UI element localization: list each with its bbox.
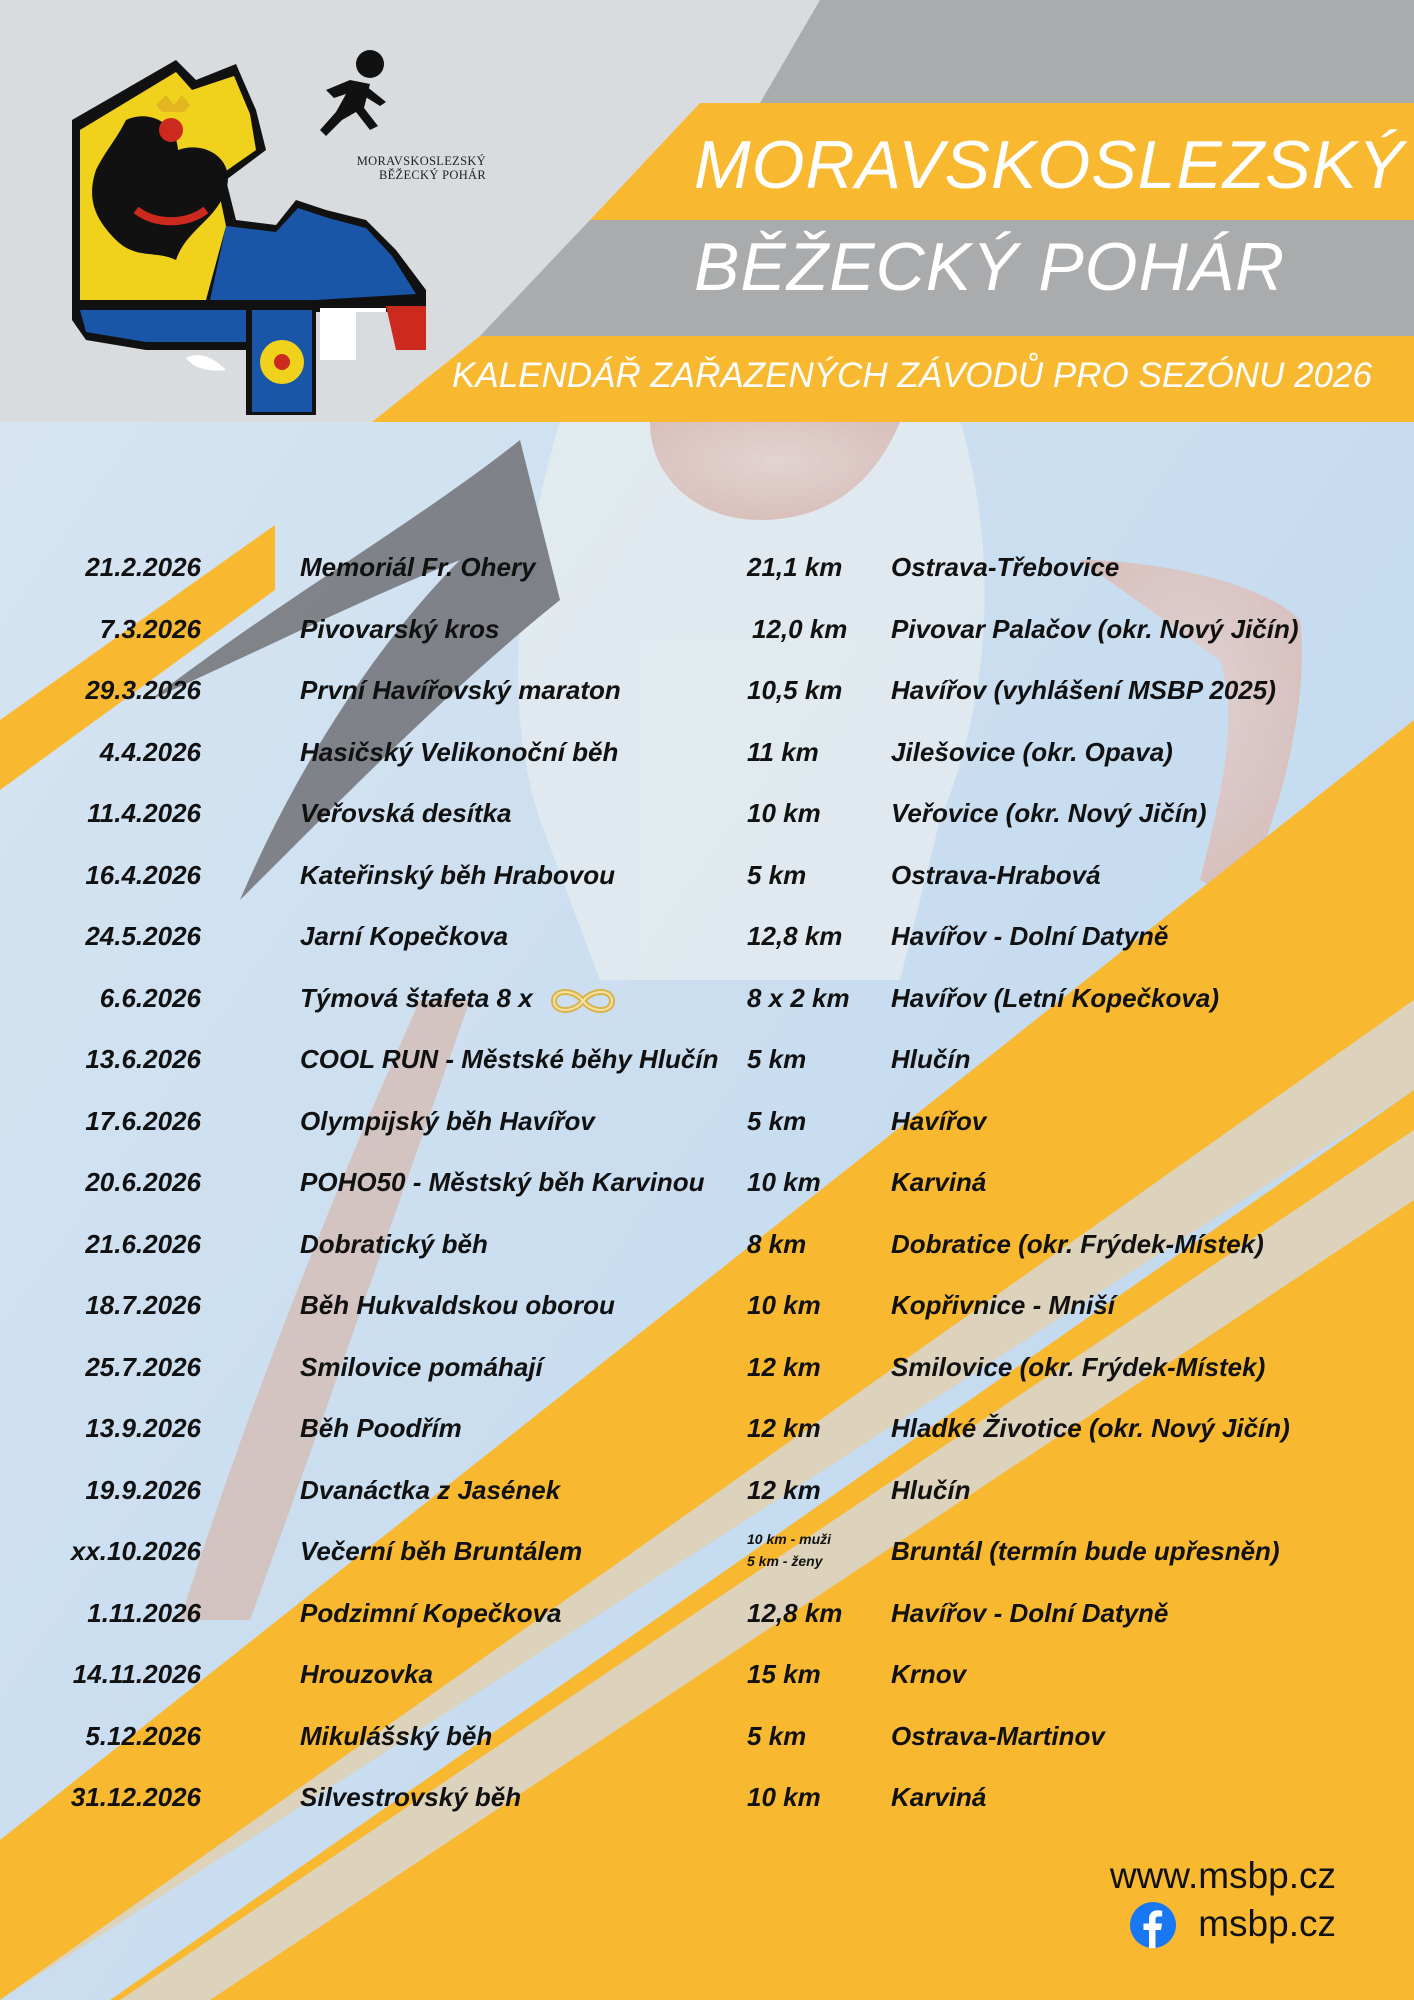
race-name: Veřovská desítka — [300, 798, 512, 828]
race-date: 18.7.2026 — [85, 1290, 201, 1320]
race-date: 14.11.2026 — [72, 1659, 201, 1689]
race-distance: 10 km — [747, 1290, 821, 1320]
race-date: 7.3.2026 — [99, 613, 201, 644]
race-row — [0, 606, 1414, 656]
race-distance: 10 km — [747, 798, 821, 828]
race-date: 24.5.2026 — [85, 921, 201, 951]
race-date: 1.11.2026 — [87, 1597, 201, 1628]
race-row — [0, 729, 1414, 779]
facebook-link[interactable]: msbp.cz — [1198, 1903, 1336, 1944]
race-row — [0, 544, 1414, 594]
race-name: Memoriál Fr. Ohery — [300, 552, 536, 582]
race-date: 13.6.2026 — [85, 1044, 201, 1074]
race-name: Běh Hukvaldskou oborou — [300, 1290, 615, 1320]
race-row — [0, 1282, 1414, 1332]
infinity-icon — [546, 985, 620, 1017]
race-row — [0, 1159, 1414, 1209]
race-distance: 12,0 km — [752, 613, 848, 644]
race-distance: 15 km — [747, 1659, 821, 1689]
race-date: xx.10.2026 — [70, 1536, 201, 1566]
race-date: 11.4.2026 — [87, 798, 201, 828]
race-row — [0, 1036, 1414, 1086]
race-name: Hrouzovka — [300, 1659, 433, 1689]
race-row — [0, 1405, 1414, 1455]
race-name: Podzimní Kopečkova — [300, 1597, 562, 1628]
race-distance-men: 10 km - muži — [747, 1531, 832, 1547]
race-place: Havířov — [891, 1105, 987, 1136]
race-name: Dobratický běh — [300, 1228, 488, 1259]
race-place: Havířov - Dolní Datyně — [891, 921, 1169, 951]
race-row — [0, 913, 1414, 963]
race-date: 20.6.2026 — [85, 1167, 201, 1197]
race-distance: 12,8 km — [747, 1597, 843, 1628]
race-date: 31.12.2026 — [70, 1782, 201, 1812]
title-line1: MORAVSKOSLEZSKÝ — [694, 127, 1405, 203]
race-name: Týmová štafeta 8 x — [300, 982, 533, 1013]
race-place: Smilovice (okr. Frýdek-Místek) — [891, 1351, 1266, 1382]
logo-text-line1: MORAVSKOSLEZSKÝ — [356, 154, 486, 168]
race-distance: 10 km — [747, 1167, 821, 1197]
region-map-logo — [66, 50, 492, 418]
race-distance: 5 km — [747, 1044, 807, 1074]
race-name: Olympijský běh Havířov — [300, 1105, 595, 1136]
race-name: Mikulášský běh — [300, 1720, 493, 1751]
race-distance — [747, 1528, 831, 1572]
race-place: Havířov (Letní Kopečkova) — [891, 982, 1219, 1013]
race-distance: 8 km — [747, 1228, 807, 1259]
race-place: Hladké Životice (okr. Nový Jičín) — [891, 1413, 1290, 1443]
race-row — [0, 1221, 1414, 1271]
race-date: 21.6.2026 — [85, 1228, 201, 1259]
race-place: Ostrava-Třebovice — [891, 552, 1120, 582]
race-distance: 5 km — [747, 1720, 807, 1751]
race-date: 5.12.2026 — [85, 1720, 201, 1751]
race-name: Běh Poodřím — [300, 1413, 462, 1443]
race-row — [0, 975, 1414, 1025]
logo-text — [318, 154, 486, 182]
race-name: Kateřinský běh Hrabovou — [300, 859, 615, 890]
race-name: Silvestrovský běh — [300, 1782, 522, 1812]
race-date: 4.4.2026 — [99, 736, 201, 767]
runner-icon — [306, 46, 400, 146]
race-name: COOL RUN - Městské běhy Hlučín — [300, 1044, 719, 1074]
race-place: Havířov - Dolní Datyně — [891, 1597, 1169, 1628]
race-date: 25.7.2026 — [85, 1351, 201, 1382]
race-date: 16.4.2026 — [85, 859, 201, 890]
race-row — [0, 852, 1414, 902]
race-row — [0, 1713, 1414, 1763]
race-name: POHO50 - Městský běh Karvinou — [300, 1167, 705, 1197]
race-date: 29.3.2026 — [85, 675, 201, 705]
subtitle: KALENDÁŘ ZAŘAZENÝCH ZÁVODŮ PRO SEZÓNU 2026 — [452, 356, 1372, 395]
race-distance: 10,5 km — [747, 675, 843, 705]
race-place: Krnov — [891, 1659, 967, 1689]
race-place: Ostrava-Hrabová — [891, 859, 1101, 890]
race-distance: 12,8 km — [747, 921, 843, 951]
race-place: Hlučín — [891, 1474, 971, 1505]
race-distance: 12 km — [747, 1351, 821, 1382]
race-row — [0, 1528, 1414, 1578]
title-line2: BĚŽECKÝ POHÁR — [694, 229, 1286, 305]
race-distance: 5 km — [747, 1105, 807, 1136]
race-place: Karviná — [891, 1167, 987, 1197]
race-row — [0, 667, 1414, 717]
race-name: Hasičský Velikonoční běh — [300, 736, 619, 767]
website-link[interactable]: www.msbp.cz — [1109, 1855, 1336, 1896]
race-row — [0, 1344, 1414, 1394]
race-distance: 12 km — [747, 1413, 821, 1443]
race-name: Dvanáctka z Jasének — [300, 1474, 561, 1505]
race-place: Karviná — [891, 1782, 987, 1812]
race-place: Kopřivnice - Mniší — [891, 1290, 1115, 1320]
race-date: 13.9.2026 — [85, 1413, 201, 1443]
race-name: Pivovarský kros — [300, 613, 500, 644]
race-place: Ostrava-Martinov — [891, 1720, 1105, 1751]
race-place: Hlučín — [891, 1044, 971, 1074]
race-date: 19.9.2026 — [85, 1474, 201, 1505]
race-distance: 12 km — [747, 1474, 821, 1505]
race-place: Havířov (vyhlášení MSBP 2025) — [891, 675, 1276, 705]
race-distance: 5 km — [747, 859, 807, 890]
race-date: 17.6.2026 — [85, 1105, 201, 1136]
race-distance: 10 km — [747, 1782, 821, 1812]
race-place: Veřovice (okr. Nový Jičín) — [891, 798, 1207, 828]
race-row — [0, 1651, 1414, 1701]
race-distance-women: 5 km - ženy — [747, 1553, 823, 1569]
facebook-icon[interactable] — [1130, 1902, 1176, 1948]
race-distance: 8 x 2 km — [747, 982, 850, 1013]
race-name: Smilovice pomáhají — [300, 1351, 543, 1382]
race-row — [0, 1590, 1414, 1640]
race-distance: 21,1 km — [747, 552, 843, 582]
race-date: 6.6.2026 — [99, 982, 201, 1013]
race-name: První Havířovský maraton — [300, 675, 621, 705]
race-place: Jilešovice (okr. Opava) — [891, 736, 1173, 767]
race-row — [0, 1467, 1414, 1517]
race-row — [0, 1774, 1414, 1824]
race-place: Bruntál (termín bude upřesněn) — [891, 1536, 1280, 1566]
race-distance: 11 km — [747, 736, 819, 767]
race-date: 21.2.2026 — [85, 552, 201, 582]
race-name: Večerní běh Bruntálem — [300, 1536, 583, 1566]
race-place: Pivovar Palačov (okr. Nový Jičín) — [891, 613, 1299, 644]
race-row — [0, 790, 1414, 840]
logo-text-line2: BĚŽECKÝ POHÁR — [378, 168, 486, 182]
race-row — [0, 1098, 1414, 1148]
race-name: Jarní Kopečkova — [300, 921, 509, 951]
race-place: Dobratice (okr. Frýdek-Místek) — [891, 1228, 1264, 1259]
